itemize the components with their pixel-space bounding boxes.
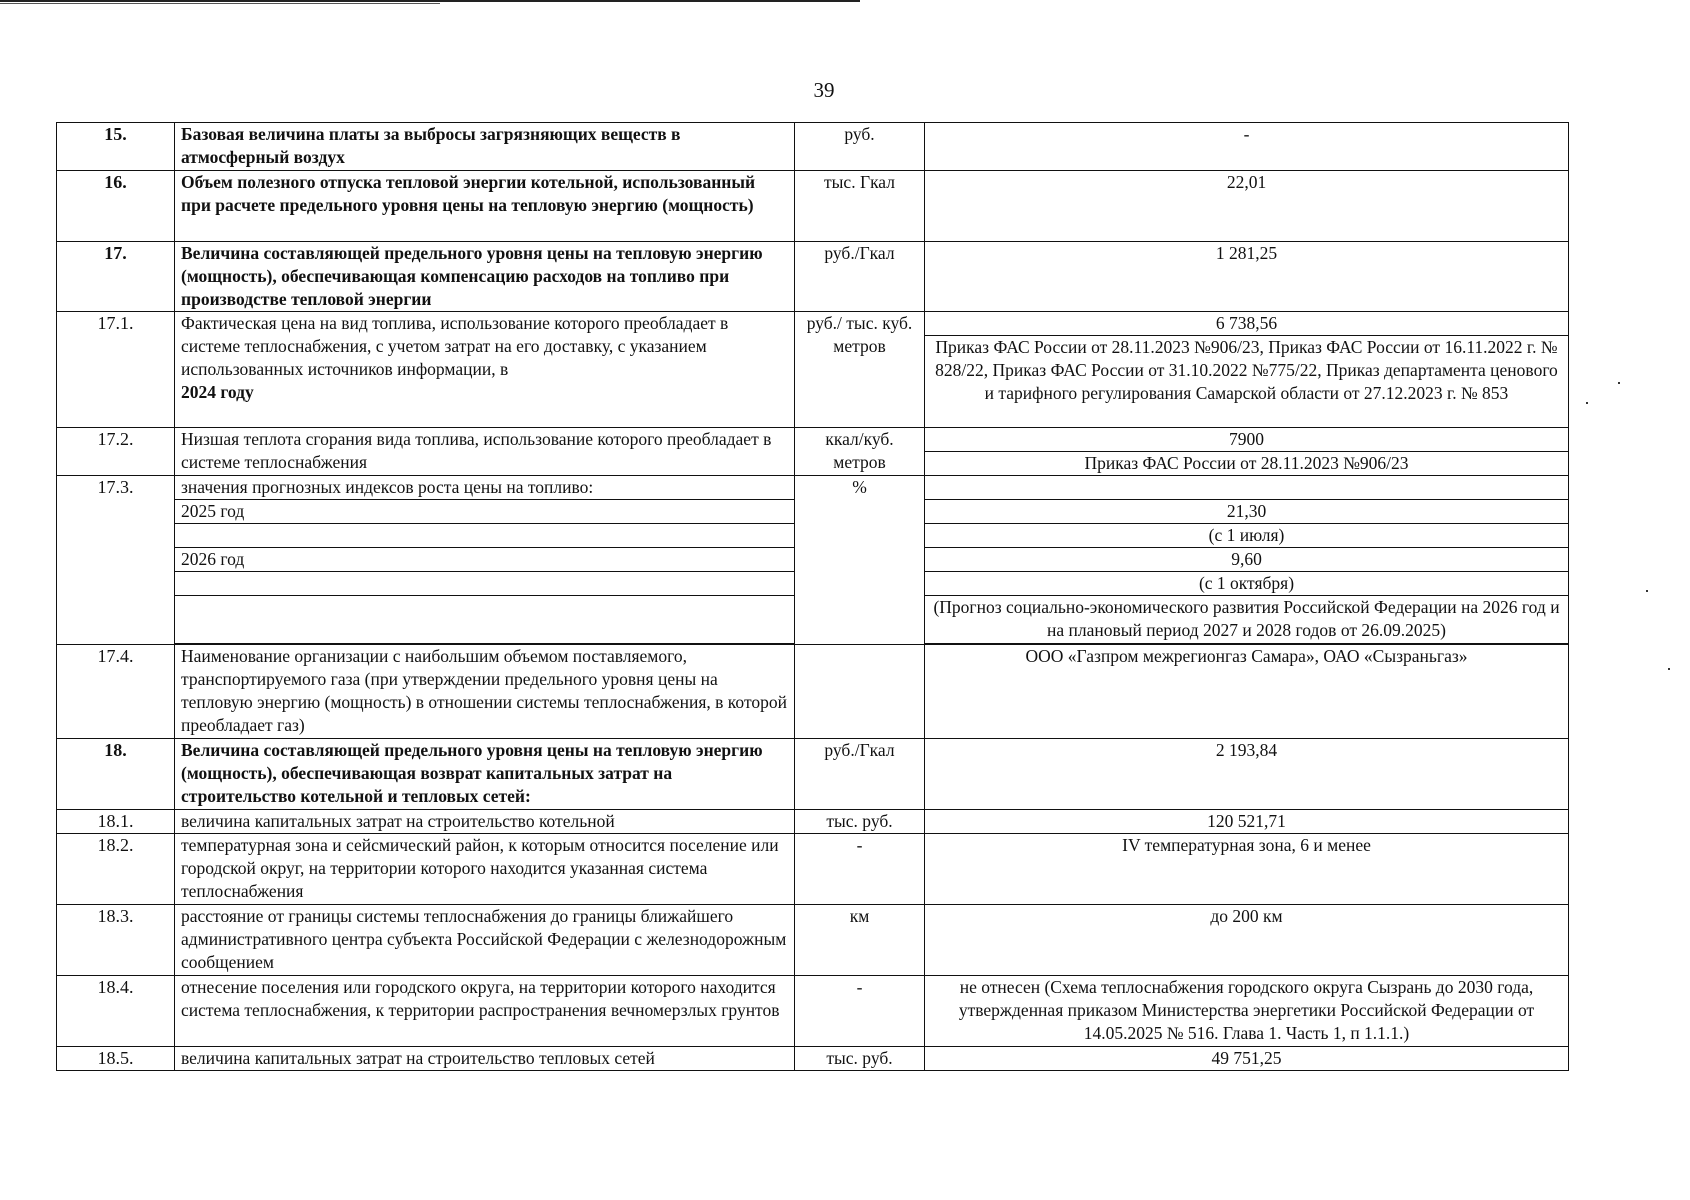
parameter-name: температурная зона и сейсмический район, к которым относится поселение или городской округ, на территории которого находится указанная система теплоснабжения: [175, 834, 795, 905]
table-row: [57, 476, 1569, 500]
unit: руб./ тыс. куб. метров: [795, 312, 925, 428]
table-row: [57, 834, 1569, 905]
scan-speck: [1586, 402, 1588, 404]
scan-speck: [1646, 590, 1648, 592]
empty-cell: [175, 572, 795, 596]
row-number: 17.4.: [57, 645, 175, 739]
forecast-year: 2026 год: [175, 548, 795, 572]
row-number: 17.: [57, 242, 175, 312]
parameter-name: величина капитальных затрат на строительство котельной: [175, 810, 795, 834]
scan-edge-line: [0, 0, 860, 2]
row-number: 17.3.: [57, 476, 175, 645]
row-number: 18.1.: [57, 810, 175, 834]
parameter-name: Низшая теплота сгорания вида топлива, использование которого преобладает в системе теплоснабжения: [175, 428, 795, 476]
parameter-name: Величина составляющей предельного уровня цены на тепловую энергию (мощность), обеспечивающая возврат капитальных затрат на строительство котельной и тепловых сетей:: [175, 739, 795, 810]
parameter-name: Объем полезного отпуска тепловой энергии котельной, использованный при расчете предельного уровня цены на тепловую энергию (мощность): [175, 171, 795, 242]
value: 120 521,71: [925, 810, 1569, 834]
parameter-name: Наименование организации с наибольшим объемом поставляемого, транспортируемого газа (при утверждении предельного уровня цены на тепловую энергию (мощность) в отношении системы теплоснабжения, в которой преобладает газ): [175, 645, 795, 739]
page-number: 39: [813, 78, 835, 102]
value: 2 193,84: [925, 739, 1569, 810]
forecast-note: (с 1 октября): [925, 572, 1569, 596]
unit: руб./Гкал: [795, 739, 925, 810]
parameter-name: значения прогнозных индексов роста цены на топливо:: [175, 476, 795, 500]
unit: тыс. руб.: [795, 810, 925, 834]
value: 1 281,25: [925, 242, 1569, 312]
value: ООО «Газпром межрегионгаз Самара», ОАО «Сызраньгаз»: [925, 645, 1569, 739]
row-number: 18.5.: [57, 1047, 175, 1071]
table-row: [57, 312, 1569, 336]
value: IV температурная зона, 6 и менее: [925, 834, 1569, 905]
unit: -: [795, 976, 925, 1047]
parameter-name: величина капитальных затрат на строительство тепловых сетей: [175, 1047, 795, 1071]
table-row: [57, 810, 1569, 834]
unit: ккал/куб. метров: [795, 428, 925, 476]
table-row: [57, 1047, 1569, 1071]
table-row: [57, 976, 1569, 1047]
row-number: 17.1.: [57, 312, 175, 428]
table-row: [57, 242, 1569, 312]
parameter-name-text: Фактическая цена на вид топлива, использование которого преобладает в системе теплоснабжения, с учетом затрат на его доставку, с указанием использованных источников информации, в: [181, 313, 729, 379]
row-number: 18.: [57, 739, 175, 810]
source-note: Приказ ФАС России от 28.11.2023 №906/23: [925, 452, 1569, 476]
table-row: [57, 428, 1569, 452]
parameter-name: отнесение поселения или городского округа, на территории которого находится система теплоснабжения, к территории распространения вечномерзлых грунтов: [175, 976, 795, 1047]
unit: [795, 645, 925, 739]
row-number: 18.4.: [57, 976, 175, 1047]
scan-speck: [1668, 668, 1670, 670]
row-number: 15.: [57, 123, 175, 171]
forecast-note: (с 1 июля): [925, 524, 1569, 548]
empty-cell: [175, 524, 795, 548]
unit: тыс. руб.: [795, 1047, 925, 1071]
forecast-index: 21,30: [925, 500, 1569, 524]
unit: %: [795, 476, 925, 645]
tariff-parameters-table: [56, 122, 1569, 1071]
table-row: [57, 645, 1569, 739]
source-note: (Прогноз социально-экономического развития Российской Федерации на 2026 год и на плановый период 2027 и 2028 годов от 26.09.2025): [925, 596, 1569, 644]
empty-cell: [925, 476, 1569, 500]
row-number: 18.2.: [57, 834, 175, 905]
value: 22,01: [925, 171, 1569, 242]
unit: руб./Гкал: [795, 242, 925, 312]
parameter-name: Величина составляющей предельного уровня цены на тепловую энергию (мощность), обеспечивающая компенсацию расходов на топливо при производстве тепловой энергии: [175, 242, 795, 312]
value: 7900: [925, 428, 1569, 452]
value: не отнесен (Схема теплоснабжения городского округа Сызрань до 2030 года, утвержденная приказом Министерства энергетики Российской Федерации от 14.05.2025 № 516. Глава 1. Часть 1, п 1.1.1.): [925, 976, 1569, 1047]
unit: км: [795, 905, 925, 976]
row-number: 17.2.: [57, 428, 175, 476]
parameter-year: 2024 году: [181, 382, 254, 402]
value: до 200 км: [925, 905, 1569, 976]
value: 49 751,25: [925, 1047, 1569, 1071]
forecast-year: 2025 год: [175, 500, 795, 524]
value: 6 738,56: [925, 312, 1569, 336]
table-row: [57, 123, 1569, 171]
value: -: [925, 123, 1569, 171]
scan-edge-line: [0, 3, 440, 4]
empty-cell: [175, 596, 795, 644]
table-row: [57, 905, 1569, 976]
forecast-index: 9,60: [925, 548, 1569, 572]
unit: тыс. Гкал: [795, 171, 925, 242]
parameter-name: Базовая величина платы за выбросы загрязняющих веществ в атмосферный воздух: [175, 123, 795, 171]
table-row: [57, 739, 1569, 810]
table-row: [57, 171, 1569, 242]
scan-speck: [1618, 382, 1620, 384]
unit: руб.: [795, 123, 925, 171]
row-number: 16.: [57, 171, 175, 242]
source-note: Приказ ФАС России от 28.11.2023 №906/23, Приказ ФАС России от 16.11.2022 г. № 828/22, Приказ ФАС России от 31.10.2022 №775/22, Приказ департамента ценового и тарифного регулирования Самарской области от 27.12.2023 г. № 853: [925, 336, 1569, 428]
row-number: 18.3.: [57, 905, 175, 976]
parameter-name: [175, 312, 795, 428]
unit: -: [795, 834, 925, 905]
parameter-name: расстояние от границы системы теплоснабжения до границы ближайшего административного центра субъекта Российской Федерации с железнодорожным сообщением: [175, 905, 795, 976]
